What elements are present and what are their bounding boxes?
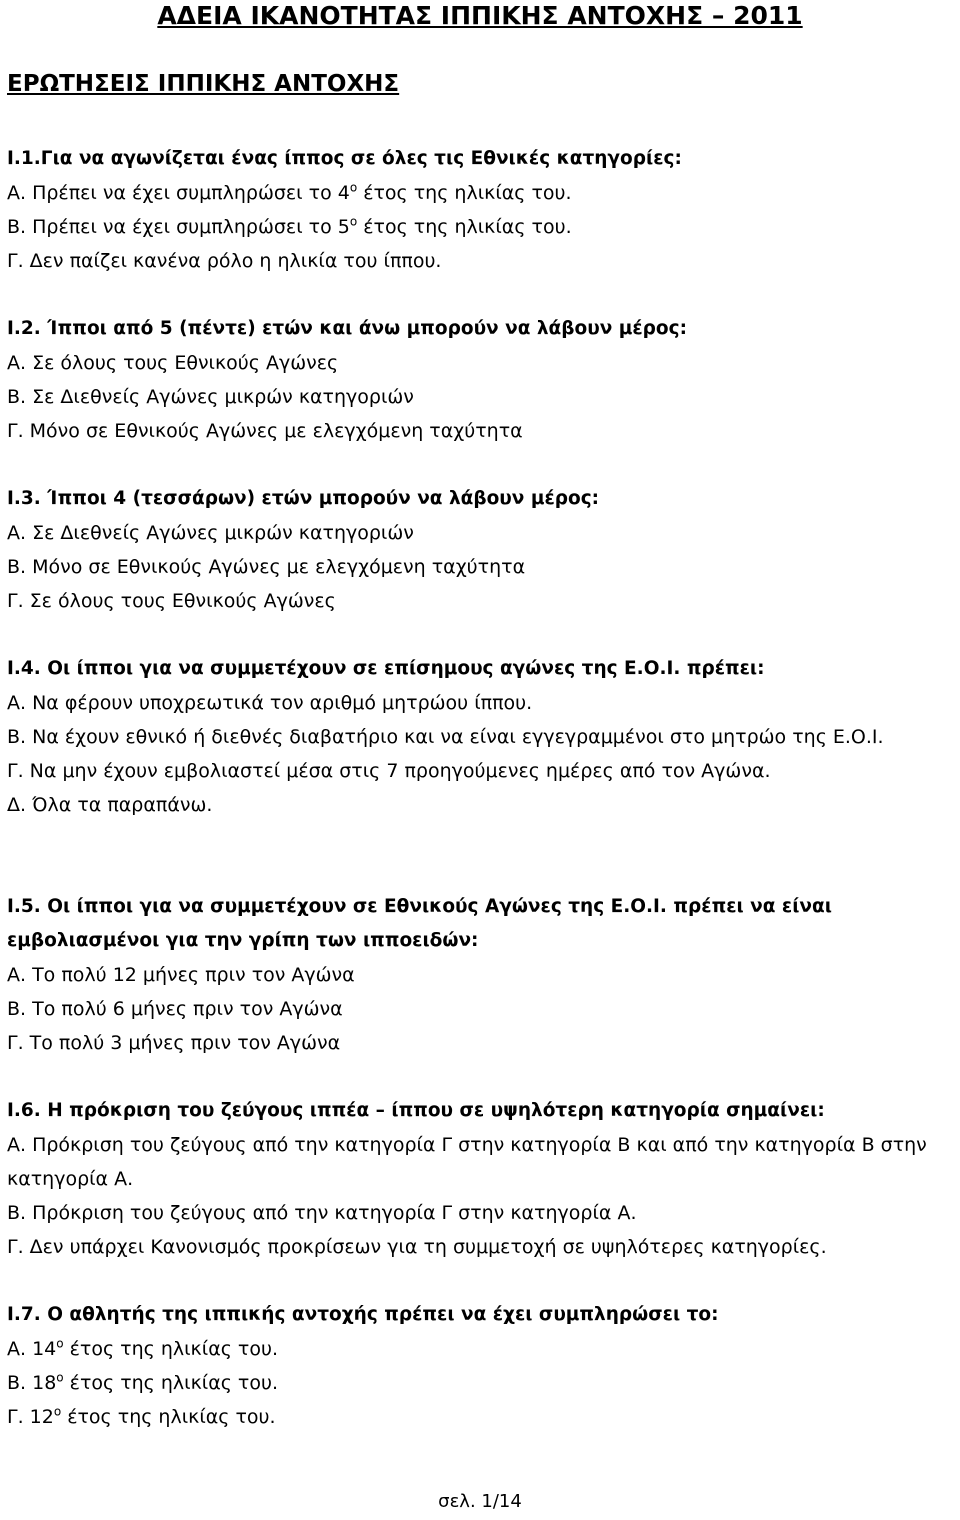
question-text: Ι.7. Ο αθλητής της ιππικής αντοχής πρέπει να έχει συμπληρώσει το: — [7, 1304, 719, 1325]
question-text: Ι.4. Οι ίπποι για να συμμετέχουν σε επίσημους αγώνες της Ε.Ο.Ι. πρέπει: — [7, 658, 765, 679]
answer-option: Α. $14^o$ έτος της ηλικίας του. — [7, 1336, 278, 1360]
document-subtitle: ΕΡΩΤΗΣΕΙΣ ΙΠΠΙΚΗΣ ΑΝΤΟΧΗΣ — [7, 71, 400, 97]
question-text: Ι.6. Η πρόκριση του ζεύγους ιππέα – ίππου σε υψηλότερη κατηγορία σημαίνει: — [7, 1100, 825, 1121]
question-block — [7, 1298, 957, 1434]
answer-option: Γ. Δεν υπάρχει Κανονισμός προκρίσεων για τη συμμετοχή σε υψηλότερες κατηγορίες. — [7, 1236, 827, 1258]
question-block — [7, 652, 957, 822]
question-text: Ι.2. Ίπποι από 5 (πέντε) ετών και άνω μπορούν να λάβουν μέρος: — [7, 318, 687, 339]
page-number: σελ. 1/14 — [438, 1491, 522, 1512]
answer-option: Β. $18^o$ έτος της ηλικίας του. — [7, 1370, 279, 1394]
answer-option: Β. Πρόκριση του ζεύγους από την κατηγορία Γ στην κατηγορία Α. — [7, 1202, 637, 1224]
answer-option: Γ. Να μην έχουν εμβολιαστεί μέσα στις 7 προηγούμενες ημέρες από τον Αγώνα. — [7, 760, 771, 782]
answer-option: Α. Πρόκριση του ζεύγους από την κατηγορία Γ στην κατηγορία Β και από την κατηγορία Β στην κατηγορία Α. — [7, 1134, 927, 1190]
answer-option: Γ. $12^o$ έτος της ηλικίας του. — [7, 1404, 276, 1428]
question-text: Ι.5. Οι ίπποι για να συμμετέχουν σε Εθνικούς Αγώνες της Ε.Ο.Ι. πρέπει να είναι εμβολιασμένοι για την γρίπη των ιπποειδών: — [7, 896, 832, 951]
answer-option: Α. Σε όλους τους Εθνικούς Αγώνες — [7, 352, 339, 374]
question-block — [7, 142, 957, 278]
answer-option: Γ. Το πολύ 3 μήνες πριν τον Αγώνα — [7, 1032, 341, 1054]
answer-option: Α. Να φέρουν υποχρεωτικά τον αριθμό μητρώου ίππου. — [7, 692, 533, 714]
document-title: ΑΔΕΙΑ ΙΚΑΝΟΤΗΤΑΣ ΙΠΠΙΚΗΣ ΑΝΤΟΧΗΣ – 2011 — [157, 1, 803, 30]
question-block — [7, 1094, 957, 1264]
answer-option: Β. Να έχουν εθνικό ή διεθνές διαβατήριο και να είναι εγγεγραμμένοι στο μητρώο της Ε.Ο.Ι. — [7, 726, 884, 748]
answer-option: Γ. Δεν παίζει κανένα ρόλο η ηλικία του ίππου. — [7, 250, 442, 272]
question-text: Ι.3. Ίπποι 4 (τεσσάρων) ετών μπορούν να λάβουν μέρος: — [7, 488, 600, 509]
answer-option: Β. Μόνο σε Εθνικούς Αγώνες με ελεγχόμενη ταχύτητα — [7, 556, 526, 578]
answer-option: Γ. Μόνο σε Εθνικούς Αγώνες με ελεγχόμενη ταχύτητα — [7, 420, 523, 442]
answer-option: Β. Σε Διεθνείς Αγώνες μικρών κατηγοριών — [7, 386, 414, 408]
answer-option: Δ. Όλα τα παραπάνω. — [7, 794, 213, 816]
answer-option: Α. Σε Διεθνείς Αγώνες μικρών κατηγοριών — [7, 522, 414, 544]
question-block — [7, 312, 957, 448]
answer-option: Α. Πρέπει να έχει συμπληρώσει το $4^o$ έτος της ηλικίας του. — [7, 180, 572, 204]
answer-option: Β. Πρέπει να έχει συμπληρώσει το $5^o$ έτος της ηλικίας του. — [7, 214, 572, 238]
answer-option: Γ. Σε όλους τους Εθνικούς Αγώνες — [7, 590, 336, 612]
answer-option: Β. Το πολύ 6 μήνες πριν τον Αγώνα — [7, 998, 343, 1020]
question-block — [7, 482, 957, 618]
question-block — [7, 890, 957, 1060]
question-text: Ι.1.Για να αγωνίζεται ένας ίππος σε όλες τις Εθνικές κατηγορίες: — [7, 148, 682, 169]
answer-option: Α. Το πολύ 12 μήνες πριν τον Αγώνα — [7, 964, 355, 986]
